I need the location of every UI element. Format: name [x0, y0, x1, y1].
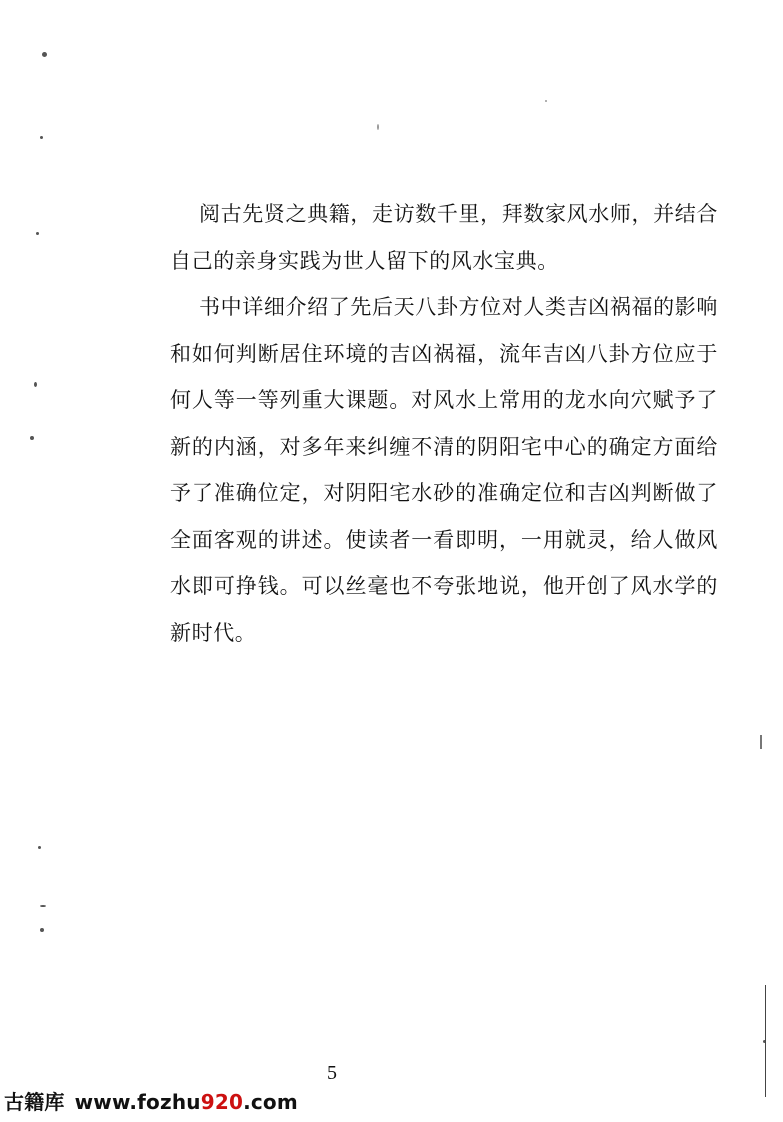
scan-speck: [34, 382, 37, 387]
watermark-url-digits: 920: [200, 1090, 244, 1114]
scan-speck: [377, 124, 379, 130]
watermark-url-suffix: .com: [243, 1090, 298, 1114]
scan-speck: [42, 52, 47, 57]
paragraph-1: 阅古先贤之典籍，走访数千里，拜数家风水师，并结合自己的亲身实践为世人留下的风水宝典。: [170, 202, 718, 273]
watermark-site-name: 古籍库: [4, 1090, 65, 1114]
scan-speck: [40, 136, 43, 139]
scan-speck: [545, 100, 547, 102]
scan-speck: [760, 735, 762, 749]
scan-speck: [38, 846, 41, 849]
scan-speck: [40, 905, 46, 907]
scan-speck: [36, 232, 39, 235]
scan-speck: [30, 436, 34, 440]
page-number: 5: [327, 1062, 337, 1084]
paragraph-2: 书中详细介绍了先后天八卦方位对人类吉凶祸福的影响和如何判断居住环境的吉凶祸福，流年吉凶八卦方位应于何人等一等列重大课题。对风水上常用的龙水向穴赋予了新的内涵，对多年来纠缠不清的阴阳宅中心的确定方面给予了准确位定，对阴阳宅水砂的准确定位和吉凶判断做了全面客观的讲述。使读者一看即明，一用就灵，给人做风水即可挣钱。可以丝毫也不夸张地说，他开创了风水学的新时代。: [170, 295, 718, 645]
scan-speck: [40, 928, 44, 932]
scan-edge-line: [765, 985, 766, 1097]
watermark-url-prefix: www.fozhu: [74, 1090, 201, 1114]
site-watermark: [4, 1086, 298, 1115]
